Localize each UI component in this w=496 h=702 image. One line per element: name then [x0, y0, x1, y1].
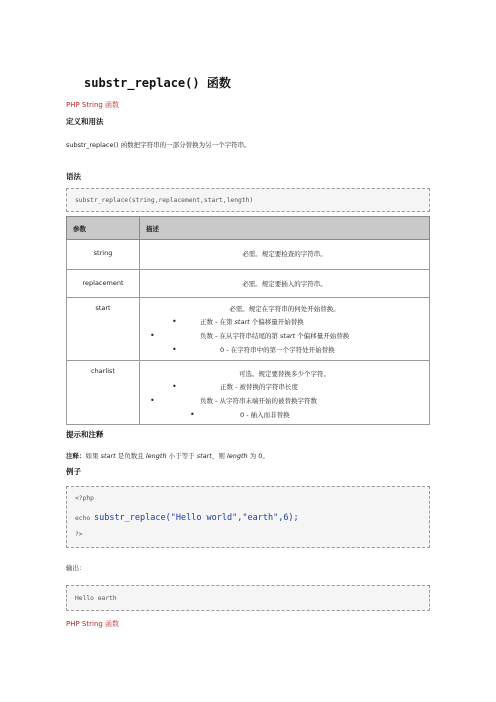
param-desc: 必需。规定要插入的字符串。: [242, 280, 327, 288]
note-text: 为 0。: [247, 452, 269, 460]
note-text: 如果: [85, 452, 101, 460]
param-desc-cell: [140, 361, 430, 425]
list-item: [140, 317, 429, 331]
output-code-block: [66, 585, 430, 611]
example-heading: 例子: [66, 467, 81, 476]
syntax-code-line: substr_replace(string,replacement,start,length): [75, 197, 254, 204]
bullet-text: 负数 - 从字符串末端开始的被替换字符数: [200, 397, 317, 405]
note-label: 注释：: [66, 452, 86, 460]
syntax-code-block: [66, 188, 430, 212]
bullet-text: 0 - 插入而非替换: [240, 411, 290, 419]
bullet-text-tail: 个偏移量开始替换: [249, 318, 304, 326]
definition-heading: 定义和用法: [66, 117, 104, 126]
param-desc-cell: [140, 298, 430, 361]
definition-text: substr_replace() 函数把字符串的一部分替换为另一个字符串。: [66, 141, 251, 149]
tips-heading: 提示和注释: [66, 430, 104, 439]
bullet-icon: •: [172, 317, 177, 326]
note-em: start: [196, 452, 212, 460]
bullet-text: 0 - 在字符串中的第一个字符处开始替换: [220, 346, 335, 354]
bullet-text: 负数 - 在从字符串结尾的第: [200, 332, 281, 340]
example-code-block: [66, 486, 430, 548]
code-line: <?php: [75, 495, 94, 502]
code-line: [75, 513, 299, 523]
note-em: length: [226, 452, 248, 460]
tips-note: [66, 451, 269, 460]
bullet-icon: •: [190, 410, 195, 419]
bullet-icon: •: [172, 382, 177, 391]
output-label: 输出：: [66, 564, 86, 572]
note-text: 是负数且: [115, 452, 146, 460]
list-item: [140, 410, 429, 424]
param-desc-cell: [140, 270, 430, 298]
bullet-text: 正数 - 在第: [200, 318, 235, 326]
output-code-line: Hello earth: [75, 595, 117, 602]
note-em: length: [145, 452, 167, 460]
param-name: charlist: [91, 367, 115, 375]
params-header-param: 参数: [67, 217, 140, 240]
bullet-text: 正数 - 被替换的字符串长度: [220, 383, 298, 391]
param-desc: 可选。规定要替换多少个字符。: [239, 370, 330, 378]
page-title: substr_replace() 函数: [84, 76, 231, 90]
params-header-row: [67, 217, 430, 240]
footer-link[interactable]: PHP String 函数: [66, 620, 120, 628]
param-name-cell: [67, 240, 140, 270]
table-row: [67, 240, 430, 270]
param-name-cell: [67, 270, 140, 298]
list-item: [140, 345, 429, 359]
bullet-list: [140, 317, 429, 359]
params-table: [66, 216, 430, 425]
bullet-icon: •: [150, 331, 155, 340]
param-name: string: [93, 249, 113, 257]
param-desc-cell: [140, 240, 430, 270]
bullet-icon: •: [172, 345, 177, 354]
table-row: [67, 361, 430, 425]
note-text: 小于等于: [166, 452, 197, 460]
note-em: start: [100, 452, 116, 460]
list-item: [140, 396, 429, 410]
param-desc: 必需。规定要检查的字符串。: [242, 250, 327, 258]
list-item: [140, 331, 429, 345]
bullet-icon: •: [150, 396, 155, 405]
param-name: start: [95, 304, 111, 312]
bullet-list: [140, 382, 429, 424]
bullet-em: start: [280, 332, 296, 340]
code-line: ?>: [75, 531, 83, 538]
param-desc: 必需。规定在字符串的何处开始替换。: [229, 305, 340, 313]
params-header-desc: 描述: [140, 217, 430, 240]
breadcrumb-link[interactable]: PHP String 函数: [66, 101, 120, 109]
table-row: [67, 298, 430, 361]
bullet-text-tail: 个偏移量开始替换: [295, 332, 350, 340]
bullet-em: start: [234, 318, 250, 326]
note-text: ，则: [211, 452, 227, 460]
code-keyword: echo: [75, 515, 94, 522]
param-name-cell: [67, 361, 140, 425]
code-function-call: substr_replace("Hello world","earth",6);: [93, 513, 299, 523]
param-name-cell: [67, 298, 140, 361]
table-row: [67, 270, 430, 298]
param-name: replacement: [82, 279, 124, 287]
list-item: [140, 382, 429, 396]
syntax-heading: 语法: [66, 172, 81, 181]
